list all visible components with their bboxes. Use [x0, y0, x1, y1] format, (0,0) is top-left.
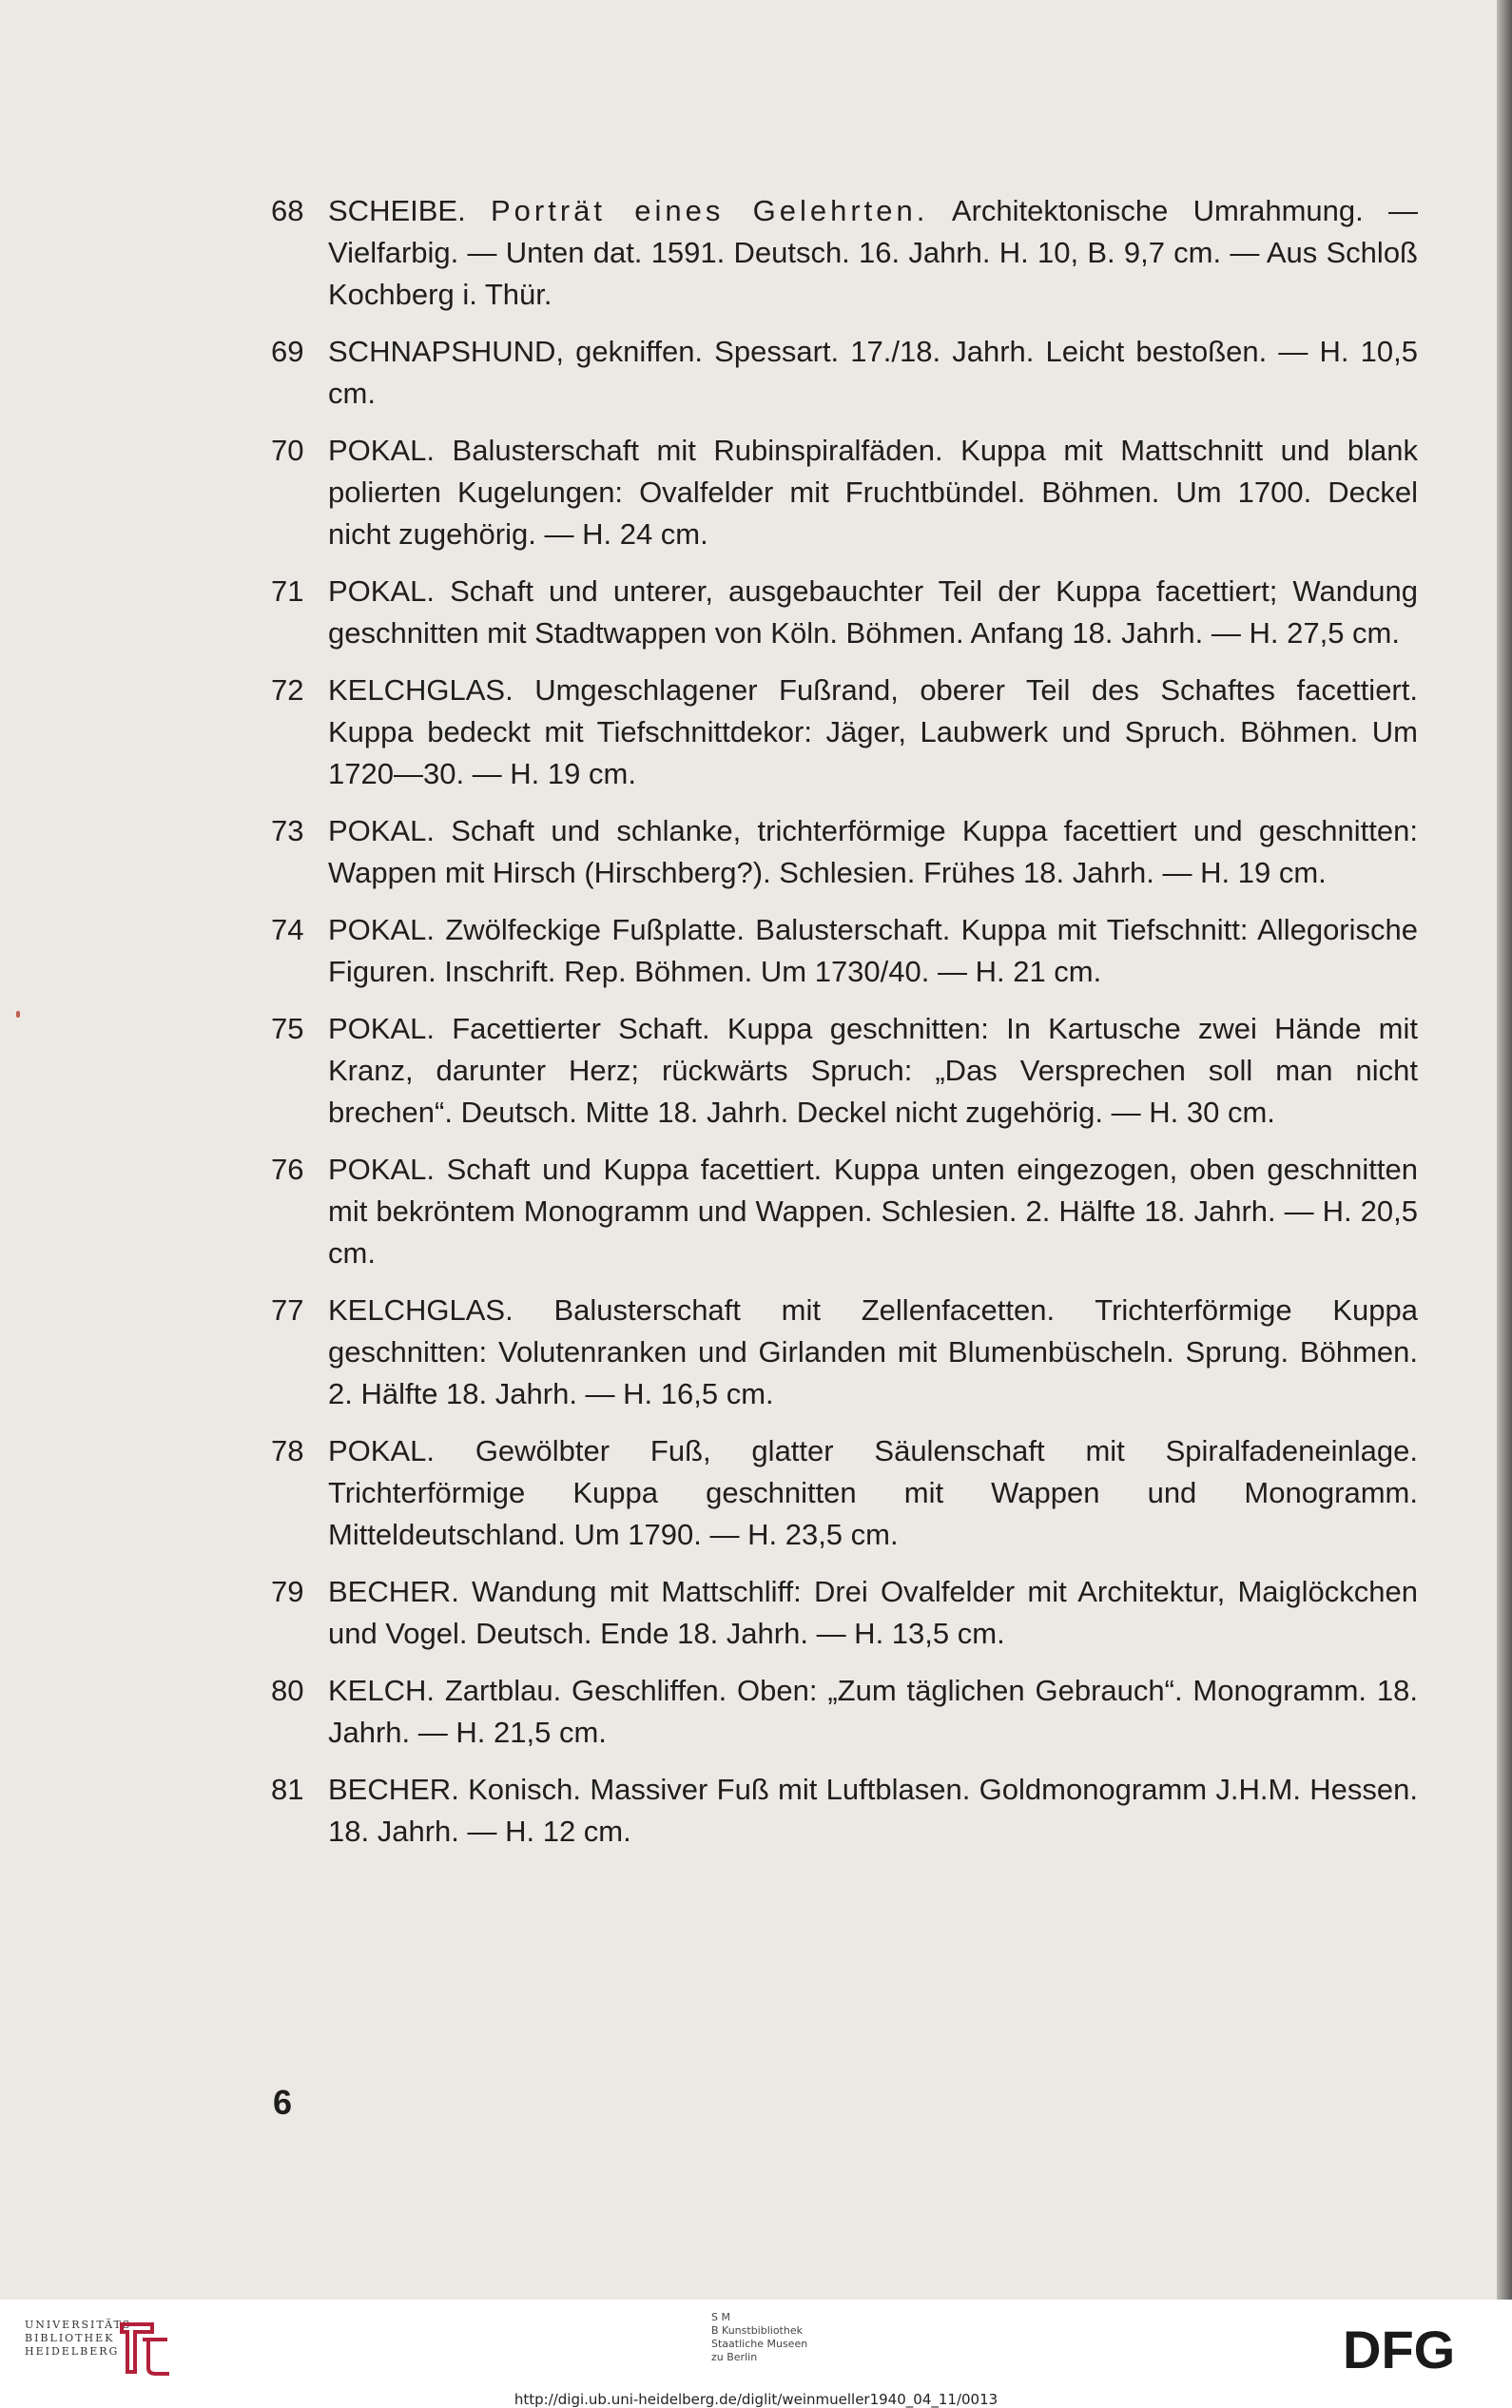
entry-object-name: POKAL.	[328, 1434, 435, 1467]
dfg-logo-text: DFG	[1343, 2322, 1456, 2376]
entry-number: 81	[271, 1773, 304, 1806]
entry-description: Balusterschaft mit Rubinspiralfäden. Kuppa mit Mattschnitt und blank polierten Kugelungen: Ovalfelder mit Fruchtbündel. Böhmen. Um 1700. Deckel nicht zugehörig. — H. 24 cm.	[328, 434, 1418, 551]
museum-logo-line: Staatliche Museen	[711, 2338, 808, 2350]
entry-description: Zartblau. Geschliffen. Oben: „Zum täglichen Gebrauch“. Monogramm. 18. Jahrh. — H. 21,5 cm.	[328, 1674, 1418, 1749]
entry-object-name: POKAL.	[328, 1012, 435, 1045]
catalog-entries	[271, 190, 1418, 1868]
page-number: 6	[273, 2083, 293, 2122]
museum-logo[interactable]	[711, 2311, 807, 2364]
entry-number: 75	[271, 1012, 304, 1045]
scan-speck	[16, 1011, 20, 1018]
entry-description: Wandung mit Mattschliff: Drei Ovalfelder mit Architektur, Maiglöckchen und Vogel. Deutsch. Ende 18. Jahrh. — H. 13,5 cm.	[328, 1575, 1418, 1650]
entry-description: Facettierter Schaft. Kuppa geschnitten: In Kartusche zwei Hände mit Kranz, darunter Herz; rückwärts Spruch: „Das Versprechen soll man nicht brechen“. Deutsch. Mitte 18. Jahrh. Deckel nicht zugehörig. — H. 30 cm.	[328, 1012, 1418, 1129]
museum-logo-line: S M	[711, 2311, 730, 2323]
university-emblem-icon	[114, 2319, 181, 2379]
university-logo-line: BIBLIOTHEK	[25, 2332, 115, 2344]
entry-number: 70	[271, 434, 304, 467]
dfg-logo[interactable]	[1343, 2322, 1485, 2376]
entry-object-name: KELCHGLAS.	[328, 673, 514, 707]
catalog-entry	[271, 1769, 1418, 1853]
catalog-entry	[271, 1008, 1418, 1134]
entry-title-spaced: Porträt eines Gelehrten.	[490, 194, 929, 227]
entry-object-name: POKAL.	[328, 1153, 435, 1186]
entry-description: Schaft und schlanke, trichterförmige Kuppa facettiert und geschnitten: Wappen mit Hirsch (Hirschberg?). Schlesien. Frühes 18. Jahrh. — H. 19 cm.	[328, 814, 1418, 889]
university-logo-line: UNIVERSITÄTS-	[25, 2319, 138, 2331]
entry-number: 69	[271, 335, 304, 368]
entry-object-name: POKAL.	[328, 814, 435, 847]
catalog-entry	[271, 571, 1418, 654]
entry-object-name: POKAL.	[328, 913, 435, 946]
entry-object-name: KELCHGLAS.	[328, 1293, 514, 1327]
catalog-entry	[271, 909, 1418, 993]
entry-number: 77	[271, 1293, 304, 1327]
entry-description: gekniffen. Spessart. 17./18. Jahrh. Leicht bestoßen. — H. 10,5 cm.	[328, 335, 1418, 410]
entry-number: 73	[271, 814, 304, 847]
entry-description: Schaft und unterer, ausgebauchter Teil der Kuppa facettiert; Wandung geschnitten mit Stadtwappen von Köln. Böhmen. Anfang 18. Jahrh. — H. 27,5 cm.	[328, 574, 1418, 650]
entry-description: Umgeschlagener Fußrand, oberer Teil des Schaftes facettiert. Kuppa bedeckt mit Tiefschnittdekor: Jäger, Laubwerk und Spruch. Böhmen. Um 1720—30. — H. 19 cm.	[328, 673, 1418, 790]
entry-number: 80	[271, 1674, 304, 1707]
viewer-footer	[0, 2300, 1512, 2408]
page-edge-shadow	[1497, 0, 1512, 2300]
university-logo-line: HEIDELBERG	[25, 2345, 120, 2358]
entry-object-name: SCHNAPSHUND,	[328, 335, 565, 368]
catalog-entry	[271, 1149, 1418, 1274]
entry-number: 76	[271, 1153, 304, 1186]
catalog-entry	[271, 810, 1418, 894]
entry-number: 71	[271, 574, 304, 608]
entry-description: Zwölfeckige Fußplatte. Balusterschaft. Kuppa mit Tiefschnitt: Allegorische Figuren. Inschrift. Rep. Böhmen. Um 1730/40. — H. 21 cm.	[328, 913, 1418, 988]
entry-object-name: KELCH.	[328, 1674, 435, 1707]
museum-logo-line: zu Berlin	[711, 2351, 758, 2363]
entry-object-name: BECHER.	[328, 1575, 459, 1608]
museum-logo-line: B Kunstbibliothek	[711, 2324, 803, 2337]
entry-number: 72	[271, 673, 304, 707]
entry-description: Balusterschaft mit Zellenfacetten. Trichterförmige Kuppa geschnitten: Volutenranken und Girlanden mit Blumenbüscheln. Sprung. Böhmen. 2. Hälfte 18. Jahrh. — H. 16,5 cm.	[328, 1293, 1418, 1410]
entry-number: 74	[271, 913, 304, 946]
entry-object-name: BECHER.	[328, 1773, 459, 1806]
entry-object-name: POKAL.	[328, 574, 435, 608]
entry-description: Schaft und Kuppa facettiert. Kuppa unten eingezogen, oben geschnitten mit bekröntem Monogramm und Wappen. Schlesien. 2. Hälfte 18. Jahrh. — H. 20,5 cm.	[328, 1153, 1418, 1270]
entry-number: 79	[271, 1575, 304, 1608]
entry-number: 78	[271, 1434, 304, 1467]
entry-object-name: SCHEIBE.	[328, 194, 466, 227]
entry-object-name: POKAL.	[328, 434, 435, 467]
catalog-entry	[271, 1430, 1418, 1556]
entry-number: 68	[271, 194, 304, 227]
catalog-entry	[271, 1571, 1418, 1655]
page-url-link[interactable]: http://digi.ub.uni-heidelberg.de/diglit/weinmueller1940_04_11/0013	[514, 2391, 998, 2408]
entry-description: Konisch. Massiver Fuß mit Luftblasen. Goldmonogramm J.H.M. Hessen. 18. Jahrh. — H. 12 cm.	[328, 1773, 1418, 1848]
entry-description: Architektonische Umrahmung. — Vielfarbig. — Unten dat. 1591. Deutsch. 16. Jahrh. H. 10, B. 9,7 cm. — Aus Schloß Kochberg i. Thür.	[328, 194, 1419, 311]
entry-description: Gewölbter Fuß, glatter Säulenschaft mit Spiralfadeneinlage. Trichterförmige Kuppa geschnitten mit Wappen und Monogramm. Mitteldeutschland. Um 1790. — H. 23,5 cm.	[328, 1434, 1418, 1551]
catalog-entry	[271, 670, 1418, 795]
catalog-entry	[271, 430, 1418, 555]
catalog-entry	[271, 1290, 1418, 1415]
catalog-entry	[271, 1670, 1418, 1754]
catalog-entry	[271, 190, 1418, 316]
catalog-entry	[271, 331, 1418, 415]
